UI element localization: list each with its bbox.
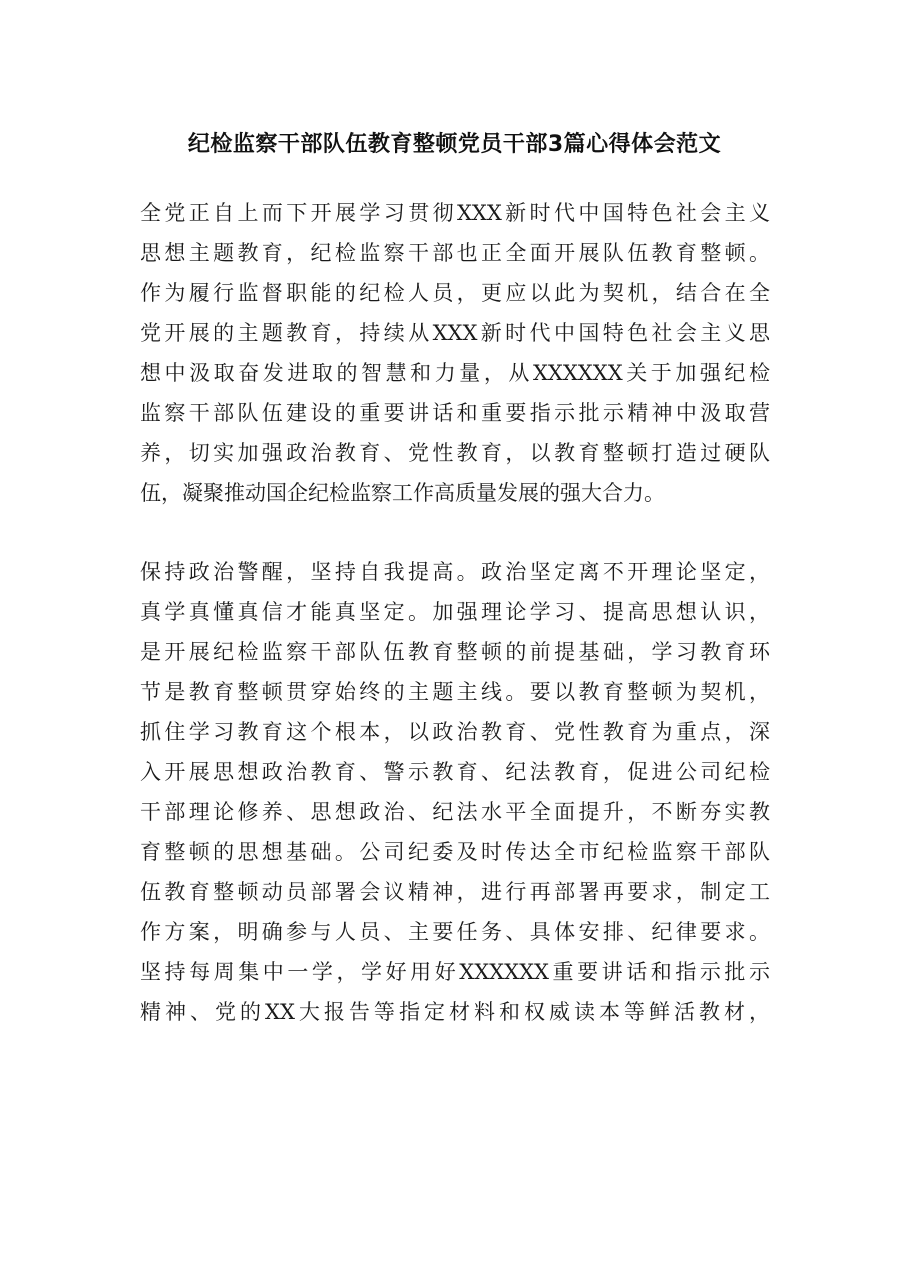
- text-line: 全党正自上而下开展学习贯彻XXX新时代中国特色社会主义: [140, 201, 770, 225]
- paragraph-2: [140, 552, 770, 1032]
- text-line: 作方案，明确参与人员、主要任务、具体安排、纪律要求。: [140, 920, 770, 944]
- text-line: 坚持每周集中一学，学好用好XXXXXX重要讲话和指示批示: [140, 960, 770, 984]
- text-line: 节是教育整顿贯穿始终的主题主线。要以教育整顿为契机，: [140, 680, 770, 704]
- text-line: 是开展纪检监察干部队伍教育整顿的前提基础，学习教育环: [140, 640, 770, 664]
- text-line: 入开展思想政治教育、警示教育、纪法教育，促进公司纪检: [140, 760, 770, 784]
- text-line: 伍，凝聚推动国企纪检监察工作高质量发展的强大合力。: [140, 481, 665, 505]
- text-line: 党开展的主题教育，持续从XXX新时代中国特色社会主义思: [140, 321, 770, 345]
- text-line: 伍教育整顿动员部署会议精神，进行再部署再要求，制定工: [140, 880, 770, 904]
- text-line: 育整顿的思想基础。公司纪委及时传达全市纪检监察干部队: [140, 840, 770, 864]
- text-line: 监察干部队伍建设的重要讲话和重要指示批示精神中汲取营: [140, 401, 770, 425]
- paragraph-1: [140, 193, 770, 513]
- text-line: 干部理论修养、思想政治、纪法水平全面提升，不断夯实教: [140, 800, 770, 824]
- text-line: 想中汲取奋发进取的智慧和力量，从XXXXXX关于加强纪检: [140, 361, 770, 385]
- text-line: 思想主题教育，纪检监察干部也正全面开展队伍教育整顿。: [140, 241, 770, 265]
- text-line: 保持政治警醒，坚持自我提高。政治坚定离不开理论坚定，: [140, 560, 770, 584]
- text-line: 养，切实加强政治教育、党性教育，以教育整顿打造过硬队: [140, 441, 770, 465]
- document-title: 纪检监察干部队伍教育整顿党员干部3篇心得体会范文: [187, 132, 722, 157]
- text-line: 抓住学习教育这个根本，以政治教育、党性教育为重点，深: [140, 720, 770, 744]
- text-line: 作为履行监督职能的纪检人员，更应以此为契机，结合在全: [140, 281, 770, 305]
- text-line: 精神、党的XX大报告等指定材料和权威读本等鲜活教材，: [140, 1000, 770, 1024]
- text-line: 真学真懂真信才能真坚定。加强理论学习、提高思想认识，: [140, 600, 770, 624]
